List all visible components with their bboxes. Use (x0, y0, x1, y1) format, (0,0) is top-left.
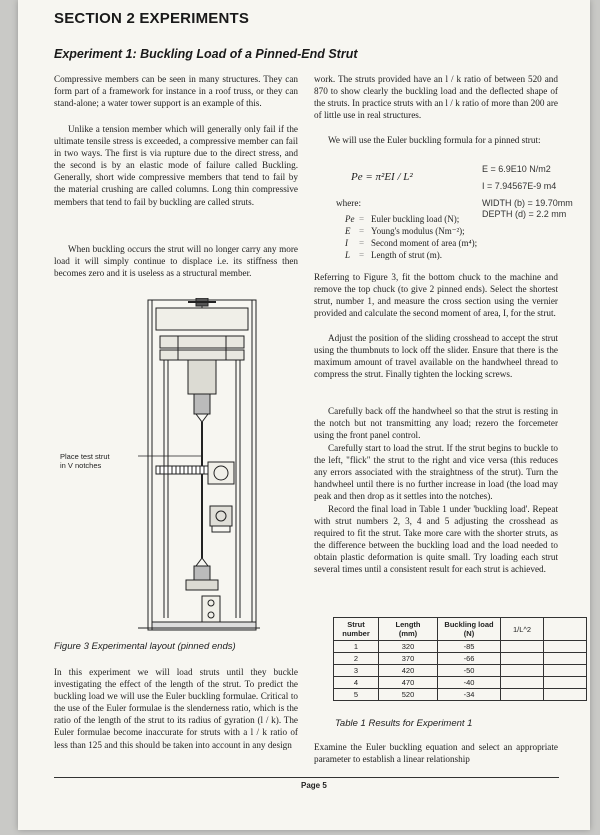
table-caption: Table 1 Results for Experiment 1 (335, 718, 473, 729)
left-paragraph-3: When buckling occurs the strut will no longer carry any more load it will simply continue to displace i.e. its stiffness then becomes zero and it is useless as a structural member. (54, 244, 298, 279)
table-row (334, 677, 587, 689)
table-cell[interactable]: -50 (438, 665, 501, 677)
table-cell[interactable] (501, 653, 544, 665)
table-cell: 370 (379, 653, 438, 665)
table-cell[interactable] (544, 677, 587, 689)
procedure-paragraph-5: Record the final load in Table 1 under 'buckling load'. Repeat with strut numbers 2, 3, 4 and 5 adjusting the crosshead as required to fit the strut. Take more care with the shorter struts, as the difference between the buckling load and the load needed to obtain plastic deformation is quite small. Try loading each strut several times until a consistent result for each strut is achieved. (314, 504, 558, 575)
table-cell[interactable] (544, 641, 587, 653)
table-cell: 5 (334, 689, 379, 701)
table-cell: 470 (379, 677, 438, 689)
definition-item: I = Second moment of area (m⁴); (345, 238, 478, 248)
table-cell[interactable] (501, 665, 544, 677)
definition-item: Pe = Euler buckling load (N); (345, 214, 460, 224)
depth-note: DEPTH (d) = 2.2 mm (482, 209, 567, 219)
definition-item: L = Length of strut (m). (345, 250, 442, 260)
table-cell: 1 (334, 641, 379, 653)
procedure-paragraph-1: Referring to Figure 3, fit the bottom chuck to the machine and remove the top chuck (to give 2 pinned ends). Select the shortest strut, number 1, and measure the cross section using the vernier provided and calculate the second moment of area, I, for the strut. (314, 272, 558, 319)
e-value-note: E = 6.9E10 N/m2 (482, 164, 551, 174)
table-cell[interactable]: -34 (438, 689, 501, 701)
right-intro-paragraph: work. The struts provided have an l / k ratio of between 520 and 870 to show clearly the buckling load and the deflected shape of the struts. In practice struts with an l / k ratio of more than 200 are of little use in real structures. (314, 74, 558, 121)
table-cell[interactable]: -85 (438, 641, 501, 653)
table-cell[interactable] (544, 653, 587, 665)
table-cell[interactable] (501, 641, 544, 653)
table-cell: 3 (334, 665, 379, 677)
procedure-paragraph-2: Adjust the position of the sliding crosshead to accept the strut using the thumbnuts to lock off the slider. Ensure that there is the maximum amount of travel available on the handwheel thread to compress the strut. Finally tighten the locking screws. (314, 333, 558, 380)
figure-caption: Figure 3 Experimental layout (pinned ends) (54, 641, 236, 652)
table-cell[interactable] (501, 689, 544, 701)
table-cell: 4 (334, 677, 379, 689)
definitions-list (345, 213, 477, 261)
table-row (334, 653, 587, 665)
table-header-cell: Length (mm) (379, 618, 438, 641)
page-number: Page 5 (301, 781, 327, 790)
table-header-row (334, 618, 587, 641)
euler-formula: Pe = π²EI / L² (351, 171, 413, 183)
table-cell: 2 (334, 653, 379, 665)
table-cell[interactable] (501, 677, 544, 689)
table-cell: 520 (379, 689, 438, 701)
section-title: SECTION 2 EXPERIMENTS (54, 10, 250, 27)
document-page (18, 0, 590, 830)
left-paragraph-2: Unlike a tension member which will generally only fail if the ultimate tensile stress is exceeded, a compressive member can fail in two ways. The first is via rupture due to the direct stress, and the second is by an elastic mode of failure called Buckling. Generally, short wide compressive members that tend to fail by the material crushing are called columns. Long thin compressive members that tend to fail by buckling are called struts. (54, 124, 298, 207)
procedure-paragraph-4: Carefully start to load the strut. If the strut begins to buckle to the left, "flick" the strut to the right and vice versa (this reduces any errors associated with the straightness of the strut). Turn the handwheel until there is no further increase in load (the load may peak and then drop as it settles into the notches). (314, 443, 558, 502)
table-cell[interactable] (544, 689, 587, 701)
table-cell[interactable] (544, 665, 587, 677)
table-cell[interactable]: -40 (438, 677, 501, 689)
left-bottom-paragraph: In this experiment we will load struts until they buckle investigating the effect of the length of the strut. To predict the buckling load we will use the Euler buckling formulae. Critical to the use of the Euler formulae is the slenderness ratio, which is the ratio of the length of the strut to its radius of gyration (l / k). The Euler formulae become inaccurate for struts with a l / k ratio of less than 125 and this should be taken into account in any design (54, 667, 298, 750)
width-note: WIDTH (b) = 19.70mm (482, 198, 573, 208)
table-cell: 420 (379, 665, 438, 677)
figure-3-apparatus-diagram (138, 298, 260, 641)
closing-paragraph: Examine the Euler buckling equation and select an appropriate parameter to establish a linear relationship (314, 742, 558, 765)
footer-rule (54, 777, 559, 778)
table-header-cell: Buckling load (N) (438, 618, 501, 641)
table-cell[interactable]: -66 (438, 653, 501, 665)
i-value-note: I = 7.94567E-9 m4 (482, 181, 557, 191)
table-row (334, 641, 587, 653)
definition-item: E = Young's modulus (Nm⁻²); (345, 226, 465, 236)
experiment-title: Experiment 1: Buckling Load of a Pinned-End Strut (54, 47, 358, 61)
table-header-cell: 1/L^2 (501, 618, 544, 641)
formula-intro-paragraph: We will use the Euler buckling formula for a pinned strut: (328, 135, 541, 145)
table-cell: 320 (379, 641, 438, 653)
results-table (333, 617, 587, 701)
table-header-cell: Strut number (334, 618, 379, 641)
where-label: where: (336, 198, 361, 208)
left-paragraph-1: Compressive members can be seen in many structures. They can form part of a framework for instance in a roof truss, or they can stand-alone; a water tower support is an example of this. (54, 74, 298, 109)
table-row (334, 665, 587, 677)
figure-callout: Place test strut in V notches (60, 452, 110, 470)
table-header-cell (544, 618, 587, 641)
table-row (334, 689, 587, 701)
procedure-paragraph-3: Carefully back off the handwheel so that the strut is resting in the notch but not transmitting any load; rezero the forcemeter using the front panel control. (314, 406, 558, 441)
